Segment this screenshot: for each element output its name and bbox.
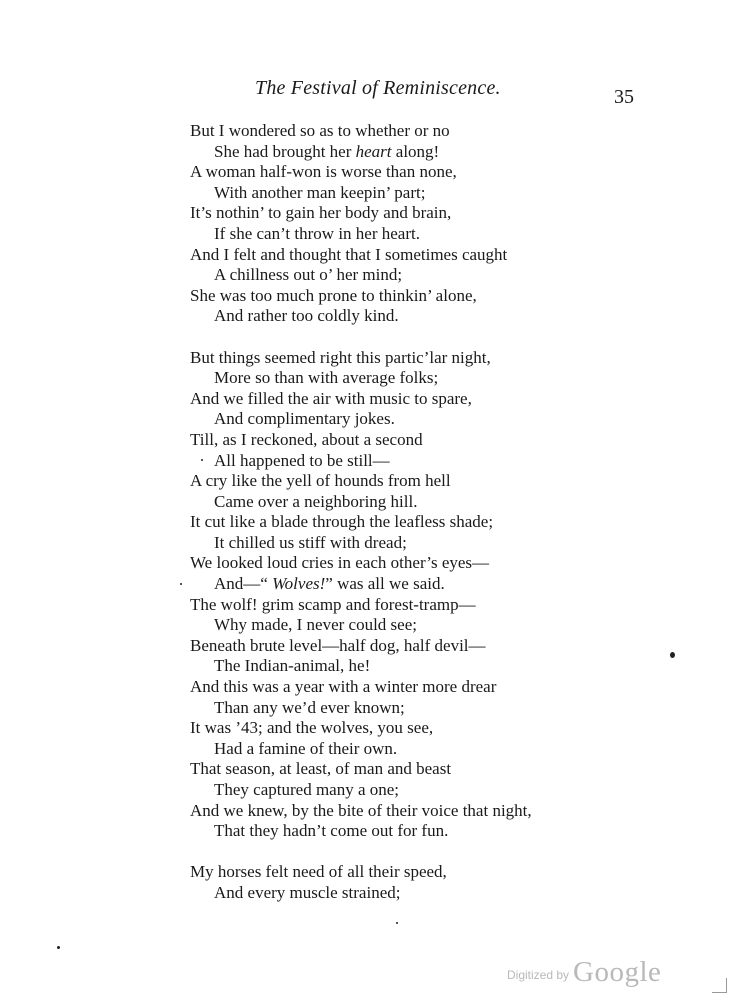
stanza	[190, 121, 532, 327]
verse-text: If she can’t throw in her heart.	[214, 223, 420, 243]
verse-text: My horses felt need of all their speed,	[190, 862, 447, 882]
verse-line	[190, 656, 532, 677]
verse-line	[190, 389, 532, 410]
verse-line	[190, 203, 532, 224]
verse-line	[190, 739, 532, 760]
scan-speck	[180, 583, 182, 585]
verse-text: And every muscle strained;	[214, 882, 401, 902]
verse-text-after: along!	[391, 141, 440, 161]
verse-text: Came over a neighboring hill.	[214, 491, 418, 511]
page-number: 35	[614, 86, 634, 108]
verse-text: And I felt and thought that I sometimes caught	[190, 244, 508, 264]
stanza	[190, 348, 532, 842]
verse-line	[190, 121, 532, 142]
verse-text: It chilled us stiff with dread;	[214, 532, 407, 552]
verse-line	[190, 801, 532, 822]
corner-mark	[712, 978, 727, 993]
verse-text: But I wondered so as to whether or no	[190, 121, 450, 140]
verse-text: And complimentary jokes.	[214, 409, 395, 429]
scan-speck	[201, 459, 203, 461]
verse-text: It cut like a blade through the leafless shade;	[190, 512, 494, 532]
verse-line	[190, 615, 532, 636]
verse-text: A woman half-won is worse than none,	[190, 162, 457, 182]
verse-text: But things seemed right this partic’lar night,	[190, 347, 491, 367]
verse-text: They captured many a one;	[214, 780, 400, 799]
verse-text: Than any we’d ever known;	[214, 697, 405, 717]
verse-line	[190, 883, 532, 904]
verse-line	[190, 677, 532, 698]
scan-speck	[396, 922, 398, 924]
verse-text: And—“	[214, 574, 273, 594]
verse-line	[190, 245, 532, 266]
verse-line	[190, 492, 532, 513]
verse-text: The Indian-animal, he!	[214, 656, 371, 676]
verse-text: All happened to be still—	[214, 450, 390, 470]
verse-italic-text: Wolves!	[272, 574, 326, 594]
verse-line	[190, 553, 532, 574]
verse-line	[190, 862, 532, 883]
verse-line	[190, 142, 532, 163]
verse-text: The wolf! grim scamp and forest-tramp—	[190, 594, 476, 614]
verse-line	[190, 512, 532, 533]
verse-text: And we knew, by the bite of their voice that night,	[190, 800, 532, 820]
verse-text: Till, as I reckoned, about a second	[190, 429, 423, 449]
verse-line	[190, 574, 532, 595]
verse-text: And we filled the air with music to spare,	[190, 388, 472, 408]
verse-text: And this was a year with a winter more drear	[190, 677, 497, 697]
google-logo: Google	[573, 956, 662, 988]
verse-line	[190, 780, 532, 801]
verse-line	[190, 636, 532, 657]
verse-line	[190, 759, 532, 780]
verse-line	[190, 224, 532, 245]
verse-line	[190, 430, 532, 451]
verse-line	[190, 533, 532, 554]
running-title: The Festival of Reminiscence.	[255, 77, 501, 99]
watermark-prefix: Digitized by	[507, 968, 570, 982]
verse-line	[190, 162, 532, 183]
verse-text: A cry like the yell of hounds from hell	[190, 471, 451, 491]
digitized-watermark	[507, 956, 661, 989]
verse-text: A chillness out o’ her mind;	[214, 265, 403, 285]
verse-line	[190, 306, 532, 327]
verse-line	[190, 348, 532, 369]
verse-text: It’s nothin’ to gain her body and brain,	[190, 203, 452, 223]
verse-line	[190, 451, 532, 472]
verse-text: She was too much prone to thinkin’ alone,	[190, 285, 477, 305]
verse-text: She had brought her	[214, 141, 356, 161]
verse-text: More so than with average folks;	[214, 368, 439, 388]
poem-body	[190, 121, 532, 904]
verse-line	[190, 183, 532, 204]
scan-speck	[57, 946, 60, 949]
verse-italic-text: heart	[355, 141, 392, 161]
stanza	[190, 862, 532, 903]
verse-line	[190, 821, 532, 842]
verse-text: That season, at least, of man and beast	[190, 759, 452, 779]
verse-text: And rather too coldly kind.	[214, 306, 399, 326]
verse-line	[190, 698, 532, 719]
verse-line	[190, 286, 532, 307]
scan-speck	[670, 652, 675, 658]
verse-line	[190, 718, 532, 739]
verse-text: We looked loud cries in each other’s eyes—	[190, 553, 490, 573]
verse-line	[190, 368, 532, 389]
verse-line	[190, 409, 532, 430]
verse-text-after: ” was all we said.	[325, 574, 445, 594]
verse-text: Had a famine of their own.	[214, 738, 398, 758]
verse-line	[190, 471, 532, 492]
verse-line	[190, 265, 532, 286]
verse-text: Why made, I never could see;	[214, 615, 417, 635]
verse-text: That they hadn’t come out for fun.	[214, 821, 449, 841]
verse-text: It was ’43; and the wolves, you see,	[190, 718, 434, 738]
verse-line	[190, 595, 532, 616]
verse-text: With another man keepin’ part;	[214, 182, 426, 202]
verse-text: Beneath brute level—half dog, half devil—	[190, 635, 486, 655]
